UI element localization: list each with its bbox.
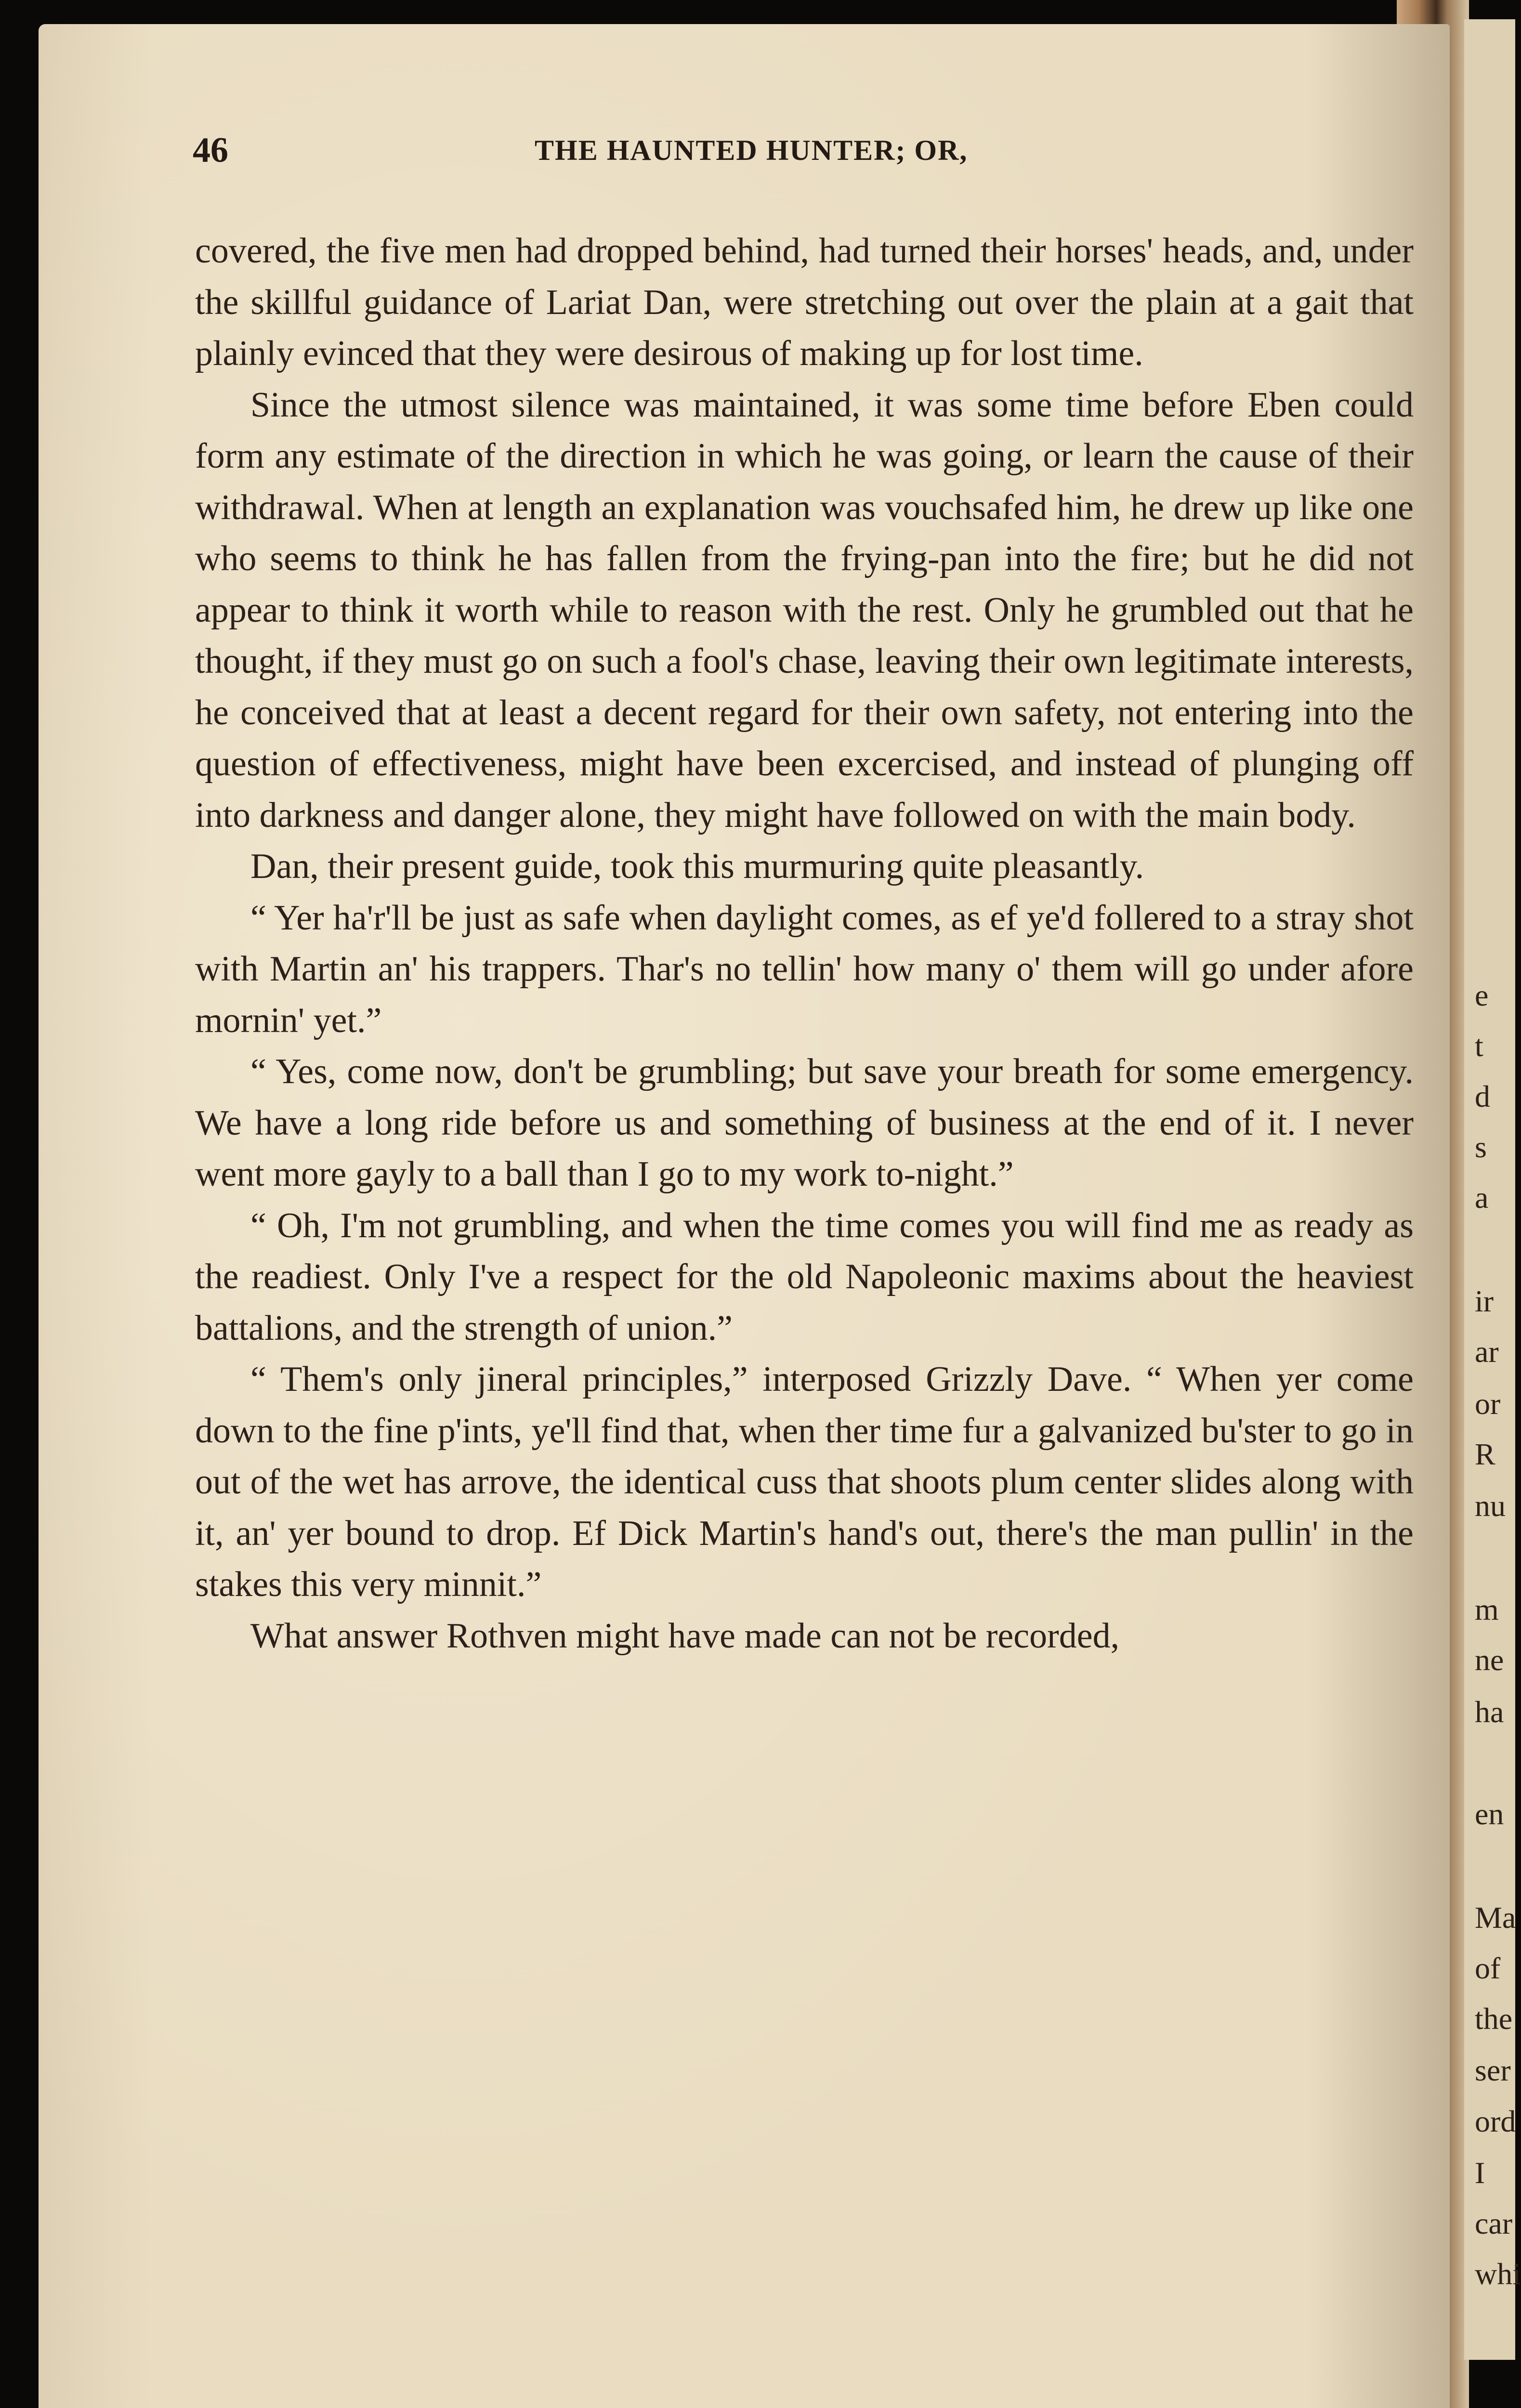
facing-page-fragment: ne (1475, 1643, 1504, 1677)
facing-page-fragment: a (1475, 1180, 1489, 1215)
facing-page-edge (1464, 19, 1521, 2360)
page-number: 46 (193, 131, 228, 170)
body-text (195, 225, 1414, 1662)
paragraph: “ Yes, come now, don't be grumbling; but save your breath for some emergency. We have a long ride before us and something of business at the end of it. I never went more gayly to a ball than I go to my work to-night.” (195, 1052, 1414, 1194)
facing-page-fragment: whi (1475, 2257, 1521, 2291)
facing-page-fragment: car (1475, 2206, 1513, 2240)
paragraph: What answer Rothven might have made can not be recorded, (250, 1616, 1120, 1656)
facing-page-fragment: R (1475, 1437, 1495, 1471)
facing-page-fragment: t (1475, 1029, 1483, 1063)
facing-page-fragment: d (1475, 1079, 1490, 1113)
facing-page-fragment: ord (1475, 2104, 1516, 2138)
facing-page-fragment: ser (1475, 2053, 1511, 2087)
running-head: THE HAUNTED HUNTER; OR, (535, 134, 968, 166)
facing-page-fragment: nu (1475, 1489, 1506, 1523)
facing-page-fragment: en (1475, 1797, 1504, 1831)
facing-page-fragment: the (1475, 2002, 1513, 2036)
facing-page-fragment: m (1475, 1592, 1499, 1626)
paragraph: “ Them's only jineral principles,” interposed Grizzly Dave. “ When yer come down to the fine p'ints, ye'll find that, when ther time fur a galvanized bu'ster to go in out of the wet has arrove, the identical cuss that shoots plum center slides along with it, an' yer bound to drop. Ef Dick Martin's hand's out, there's the man pullin' in the stakes this very minnit.” (195, 1360, 1414, 1604)
facing-page-fragment: ir (1475, 1284, 1494, 1318)
paragraph: Dan, their present guide, took this murmuring quite pleasantly. (250, 847, 1144, 886)
paragraph: Since the utmost silence was maintained, it was some time before Eben could form any estimate of the direction in which he was going, or learn the cause of their withdrawal. When at length an explanation was vouchsafed him, he drew up like one who seems to think he has fallen from the frying-pan into the fire; but he did not appear to think it worth while to reason with the rest. Only he grumbled out that he thought, if they must go on such a fool's chase, leaving their own legitimate interests, he conceived that at least a decent regard for their own safety, not entering into the question of effectiveness, might have been excercised, and instead of plunging off into darkness and danger alone, they might have followed on with the main body. (195, 385, 1414, 835)
paragraph: covered, the five men had dropped behind, had turned their horses' heads, and, under the skillful guidance of Lariat Dan, were stretching out over the plain at a gait that plainly evinced that they were desirous of making up for lost time. (195, 231, 1414, 373)
facing-page-fragment: ar (1475, 1335, 1499, 1369)
facing-page-fragment: s (1475, 1130, 1487, 1164)
facing-page-fragment: I (1475, 2156, 1485, 2190)
paragraph: “ Yer ha'r'll be just as safe when daylight comes, as ef ye'd follered to a stray shot with Martin an' his trappers. Thar's no tellin' how many o' them will go under afore mornin' yet.” (195, 898, 1414, 1040)
facing-page-fragment: or (1475, 1387, 1501, 1421)
paragraph: “ Oh, I'm not grumbling, and when the time comes you will find me as ready as the readiest. Only I've a respect for the old Napoleonic maxims about the heaviest battalions, and the strength of union.” (195, 1205, 1414, 1348)
facing-page-fragment: of (1475, 1951, 1501, 1985)
facing-page-fragment: e (1475, 978, 1489, 1012)
page-header (193, 130, 1416, 173)
facing-page-fragment: Ma (1475, 1900, 1516, 1935)
facing-page-fragment: ha (1475, 1695, 1504, 1729)
